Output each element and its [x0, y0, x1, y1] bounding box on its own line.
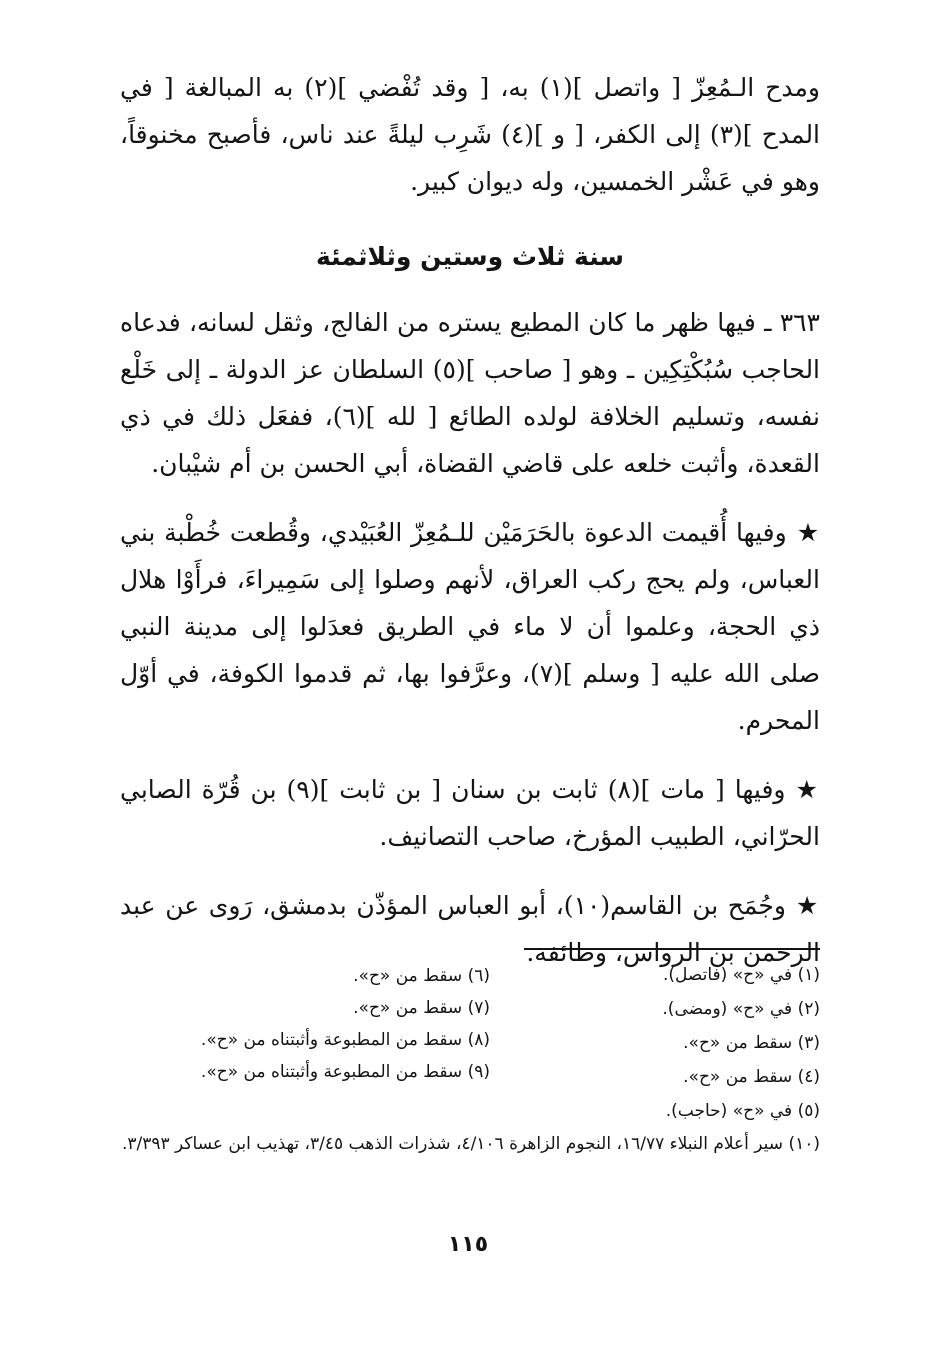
- paragraph-3: [120, 509, 820, 744]
- section-heading: سنة ثلاث وستين وثلاثمئة: [315, 242, 624, 271]
- footnote-8: (٨) سقط من المطبوعة وأثبتناه من «ح».: [200, 1030, 490, 1050]
- paragraph-1: ومدح الـمُعِزّ [ واتصل ](١) به، [ وقد تُفْضي ](٢) به المبالغة [ في المدح ](٣) إلى الكفر، [ و ](٤) شَرِب ليلةً عند ناس، فأصبح مخنوقاً، وهو في عَشْر الخمسين، وله ديوان كبير.: [120, 73, 821, 196]
- footnote-2: (٢) في «ح» (ومضى).: [662, 999, 820, 1019]
- page-body: [120, 64, 820, 976]
- footnote-7: (٧) سقط من «ح».: [353, 998, 490, 1018]
- footnote-separator: [524, 948, 820, 950]
- paragraph-5-text: وجُمَح بن القاسم(١٠)، أبو العباس المؤذّن بدمشق، رَوى عن عبد الرحمن بن الرواس، وطائفة.: [120, 891, 820, 967]
- star-marker: ★: [795, 775, 820, 804]
- page-number: ١١٥: [447, 1232, 489, 1257]
- footnote-3: (٣) سقط من «ح».: [683, 1033, 820, 1053]
- paragraph-2: ٣٦٣ ـ فيها ظهر ما كان المطيع يستره من الفالج، وثقل لسانه، فدعاه الحاجب سُبُكْتِكِين ـ وهو [ صاحب ](٥) السلطان عز الدولة ـ إلى خَلْع نفسه، وتسليم الخلافة لولده الطائع [ لله ](٦)، ففعَل ذلك في ذي القعدة، وأثبت خلعه على قاضي القضاة، أبي الحسن بن أم شيْبان.: [120, 308, 821, 478]
- footnote-9: (٩) سقط من المطبوعة وأثبتناه من «ح».: [200, 1062, 490, 1082]
- footnotes: [120, 958, 820, 1160]
- footnotes-left-column: [120, 958, 490, 1088]
- star-marker: ★: [795, 891, 820, 920]
- footnote-4: (٤) سقط من «ح».: [683, 1067, 820, 1087]
- star-marker: ★: [796, 518, 820, 547]
- footnote-5: (٥) في «ح» (حاجب).: [665, 1101, 820, 1121]
- footnote-1: (١) في «ح» (فاتصل).: [662, 965, 820, 985]
- footnote-10: (١٠) سير أعلام النبلاء ١٦/٧٧، النجوم الزاهرة ٤/١٠٦، شذرات الذهب ٣/٤٥، تهذيب ابن عساكر ٣/٣٩٣.: [121, 1134, 820, 1154]
- paragraph-4: [120, 766, 820, 860]
- paragraph-4-text: وفيها [ مات ](٨) ثابت بن سنان [ بن ثابت ](٩) بن قُرّة الصابي الحرّاني، الطبيب المؤرخ، صاحب التصانيف.: [120, 775, 820, 851]
- footnote-6: (٦) سقط من «ح».: [353, 966, 490, 986]
- paragraph-3-text: وفيها أُقيمت الدعوة بالحَرَمَيْن للـمُعِزّ العُبَيْدي، وقُطعت خُطْبة بني العباس، ولم يحج ركب العراق، لأنهم وصلوا إلى سَمِيراءَ، فرأَوْا هلال ذي الحجة، وعلموا أن لا ماء في الطريق فعدَلوا إلى مدينة النبي صلى الله عليه [ وسلم ](٧)، وعرَّفوا بها، ثم قدموا الكوفة، في أوّل المحرم.: [120, 518, 821, 735]
- footnotes-right-column: [490, 958, 820, 1128]
